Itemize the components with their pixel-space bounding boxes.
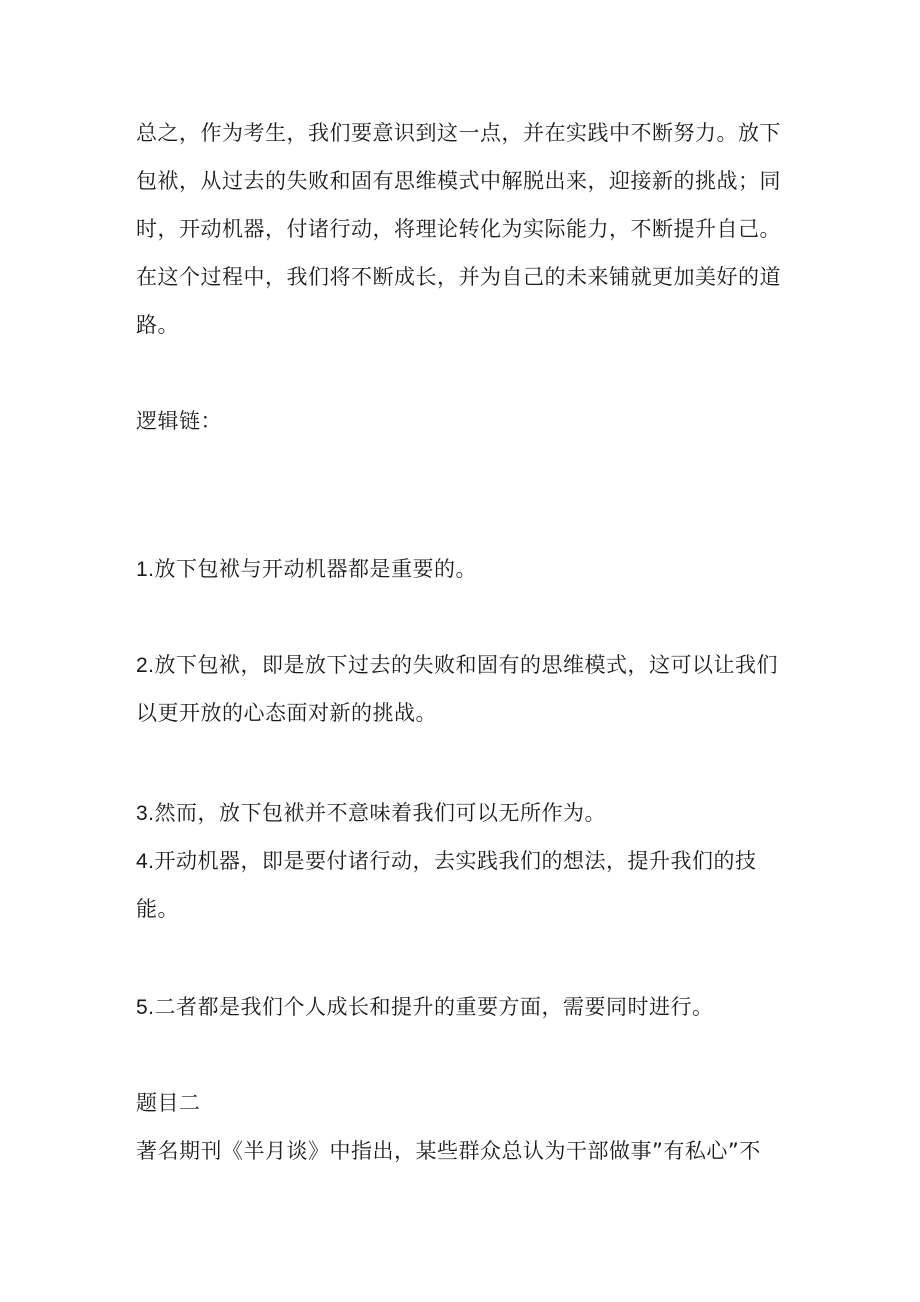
logic-item-3-number: 3. — [136, 802, 155, 825]
logic-item-4 — [136, 846, 796, 877]
question-two-heading: 题目二 — [136, 1091, 201, 1115]
logic-item-1-number: 1. — [136, 558, 155, 581]
conclusion-line-4: 在这个过程中，我们将不断成长，并为自己的未来铺就更加美好的道 — [136, 265, 781, 289]
logic-chain-heading: 逻辑链： — [136, 409, 222, 433]
logic-item-2 — [136, 650, 796, 681]
conclusion-line-5: 路。 — [136, 313, 179, 337]
logic-item-1 — [136, 554, 796, 585]
logic-item-2-number: 2. — [136, 654, 155, 677]
logic-item-5 — [136, 992, 796, 1023]
conclusion-line-2: 包袱，从过去的失败和固有思维模式中解脱出来，迎接新的挑战；同 — [136, 169, 781, 193]
logic-item-5-number: 5. — [136, 996, 155, 1019]
logic-item-1-text: 放下包袱与开动机器都是重要的。 — [154, 557, 478, 581]
logic-item-2-text: 放下包袱，即是放下过去的失败和固有的思维模式，这可以让我们 — [154, 653, 779, 677]
logic-item-4-continuation: 能。 — [136, 897, 179, 921]
logic-item-4-text: 开动机器，即是要付诸行动，去实践我们的想法，提升我们的技 — [154, 849, 757, 873]
conclusion-line-3: 时，开动机器，付诸行动，将理论转化为实际能力，不断提升自己。 — [136, 217, 781, 241]
logic-item-3 — [136, 798, 796, 829]
logic-item-3-text: 然而，放下包袱并不意味着我们可以无所作为。 — [154, 801, 607, 825]
logic-item-4-number: 4. — [136, 850, 155, 873]
question-two-line-1: 著名期刊《半月谈》中指出，某些群众总认为干部做事”有私心”不 — [136, 1139, 761, 1163]
logic-item-2-continuation: 以更开放的心态面对新的挑战。 — [136, 701, 437, 725]
conclusion-line-1: 总之，作为考生，我们要意识到这一点，并在实践中不断努力。放下 — [136, 121, 781, 145]
logic-item-5-text: 二者都是我们个人成长和提升的重要方面，需要同时进行。 — [154, 995, 714, 1019]
